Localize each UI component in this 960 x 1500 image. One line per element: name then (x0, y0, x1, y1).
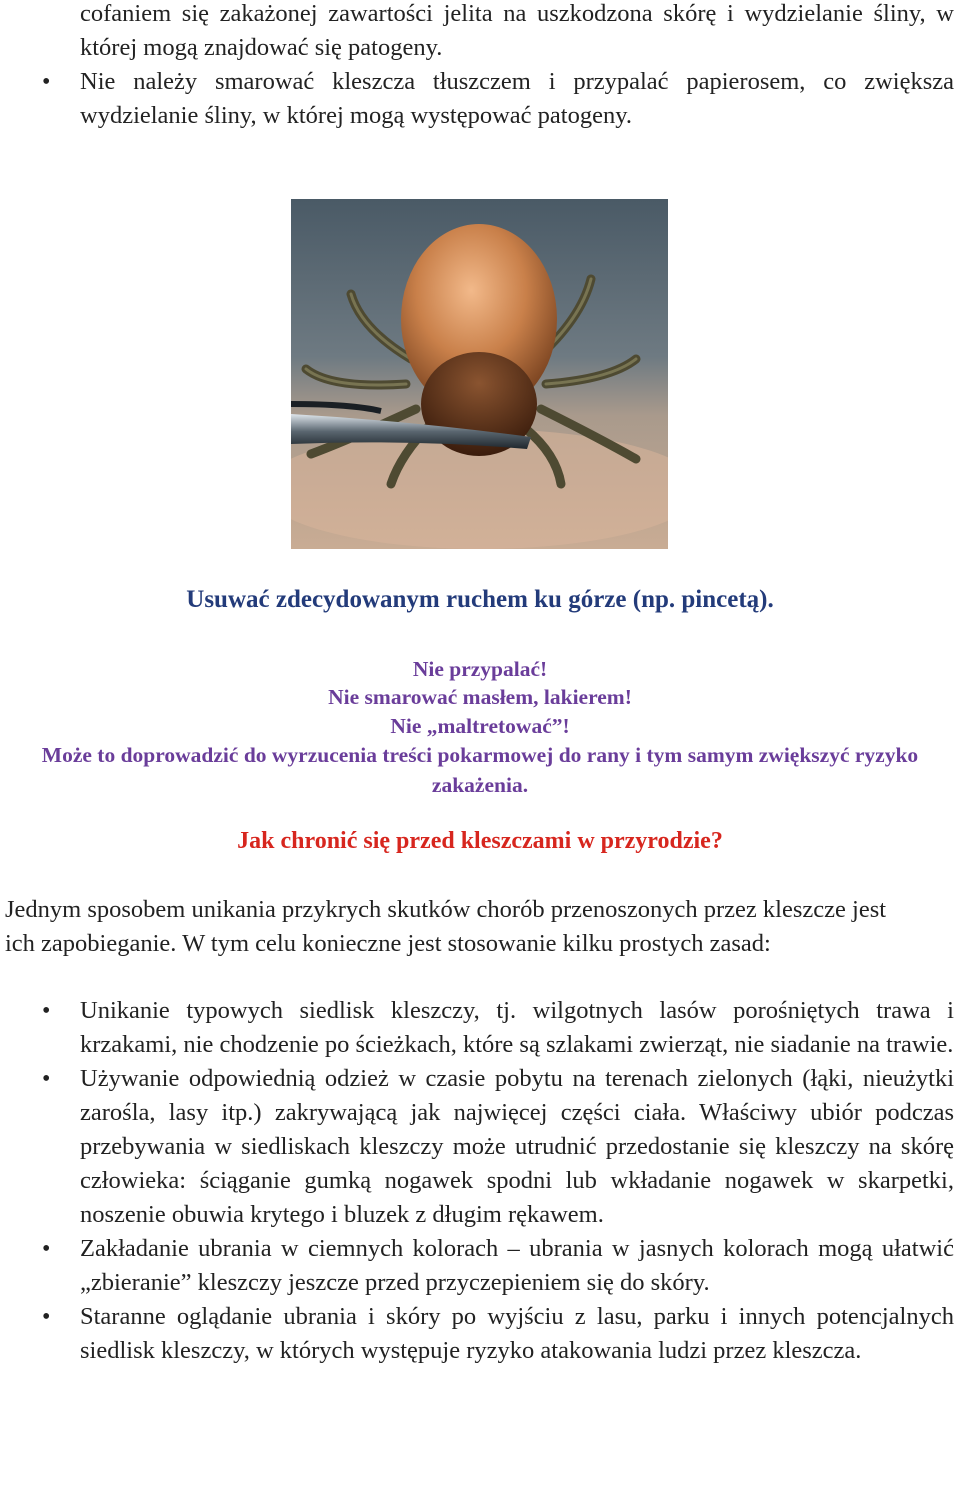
list-item (0, 0, 960, 65)
warning-no-burning: Nie przypalać! (412, 657, 548, 681)
list-item (0, 65, 960, 133)
tick-photo (291, 199, 668, 549)
intro-paragraph: Jednym sposobem unikania przykrych skutków chorób przenoszonych przez kleszcze jest ich zapobieganie. W tym celu konieczne jest stosowanie kilku prostych zasad: (5, 896, 887, 957)
bullet-text: Zakładanie ubrania w ciemnych kolorach – ubrania w jasnych kolorach mogą ułatwić „zbieranie” kleszczy jeszcze przed przyczepieniem się do skóry. (80, 1235, 954, 1296)
bullet-text: Używanie odpowiednią odzież w czasie pobytu na terenach zielonych (łąki, nieużytki zarośla, lasy itp.) zakrywającą jak najwięcej części ciała. Właściwy ubiór podczas przebywania w siedliskach kleszczy może utrudnić przedostanie się kleszczy na skórę człowieka: ściąganie gumką nogawek spodni lub wkładanie nogawek w skarpetki, noszenie obuwia krytego i bluzek z długim rękawem. (80, 1065, 954, 1228)
bullet-dot: • (42, 1304, 51, 1330)
bullet-text: Unikanie typowych siedlisk kleszczy, tj. wilgotnych lasów porośniętych trawa i krzakami, nie chodzenie po ścieżkach, które są szlakami zwierząt, nie siadanie na trawie. (80, 997, 954, 1058)
list-item (0, 1232, 960, 1300)
section-heading: Jak chronić się przed kleszczami w przyrodzie? (237, 828, 723, 854)
bullet-text: cofaniem się zakażonej zawartości jelita na uszkodzona skórę i wydzielanie śliny, w której mogą znajdować się patogeny. (80, 0, 954, 61)
bullet-dot: • (42, 69, 51, 95)
bullet-text: Staranne oglądanie ubrania i skóry po wyjściu z lasu, parku i innych potencjalnych siedlisk kleszczy, w których występuje ryzyko atakowania ludzi przez kleszcza. (80, 1303, 954, 1364)
bullet-dot: • (42, 998, 51, 1024)
warning-no-grease: Nie smarować masłem, lakierem! (328, 685, 632, 709)
bullet-dot: • (42, 1236, 51, 1262)
bullet-text: Nie należy smarować kleszcza tłuszczem i przypalać papierosem, co zwiększa wydzielanie śliny, w której mogą występować patogeny. (80, 68, 954, 129)
warning-no-squeezing: Nie „maltretować”! (390, 714, 570, 738)
list-item (0, 1062, 960, 1232)
list-item (0, 994, 960, 1062)
top-bullet-list (0, 0, 960, 133)
figure-caption: Usuwać zdecydowanym ruchem ku górze (np. pincetą). (186, 586, 774, 613)
warning-explanation: Może to doprowadzić do wyrzucenia treści pokarmowej do rany i tym samym zwiększyć ryzyko zakażenia. (41, 743, 919, 797)
rules-list (0, 994, 960, 1368)
bullet-dot: • (42, 1066, 51, 1092)
list-item (0, 1300, 960, 1368)
